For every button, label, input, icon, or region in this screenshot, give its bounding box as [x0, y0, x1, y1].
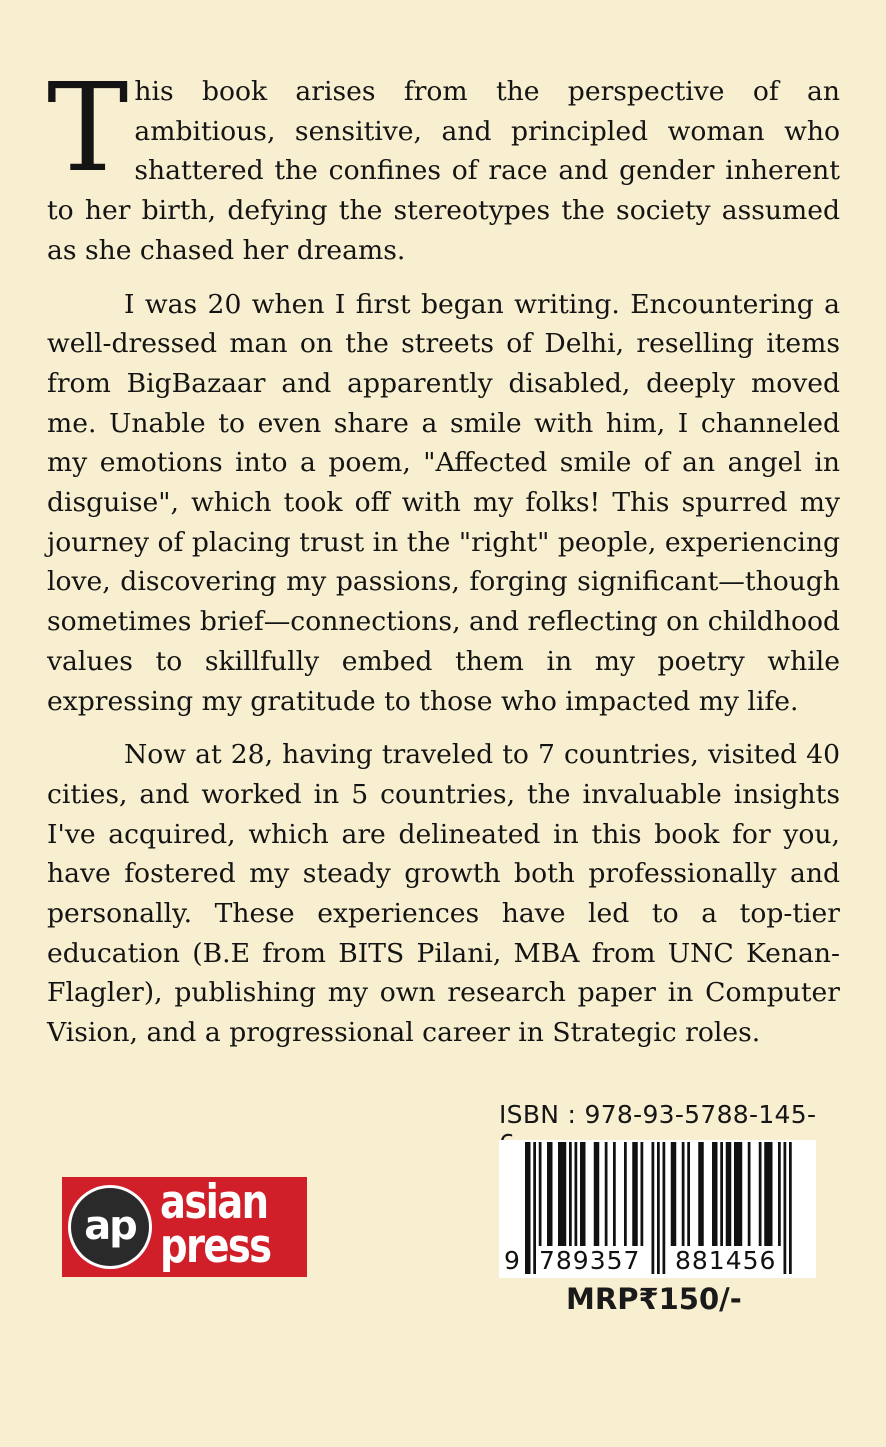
barcode-bar [759, 1142, 762, 1246]
barcode-bar [778, 1142, 781, 1246]
barcode-bar [671, 1142, 677, 1246]
barcode-bar [663, 1142, 666, 1274]
barcode-bar [657, 1142, 660, 1274]
logo-word-asian: asian [160, 1177, 268, 1230]
blurb-paragraph-1-text: his book arises from the perspective of an ambitious, sensitive, and principled woman who shattered the confines of race and gender inherent to her birth, defying the stereotypes the society assumed as she chased her dreams. [47, 76, 840, 266]
barcode-bar [682, 1142, 685, 1246]
barcode-first-digit: 9 [504, 1246, 520, 1275]
barcode-bar [784, 1142, 787, 1274]
barcode-left-digits: 789357 [539, 1246, 641, 1275]
barcode-bar [539, 1142, 542, 1246]
back-cover-blurb [47, 57, 840, 1067]
blurb-paragraph-3: Now at 28, having traveled to 7 countries, visited 40 cities, and worked in 5 countries, the invaluable insights I've acquired, which are delineated in this book for you, have fostered my steady growth both professionally and personally. These experiences have led to a top-tier education (B.E from BITS Pilani, MBA from UNC Kenan-Flagler), publishing my own research paper in Computer Vision, and a progressional career in Strategic roles. [47, 739, 840, 1049]
barcode-bar [789, 1142, 792, 1274]
barcode-bar [764, 1142, 772, 1246]
barcode [499, 1140, 816, 1278]
barcode-right-digits: 881456 [675, 1246, 777, 1275]
barcode-bar [605, 1142, 608, 1246]
barcode-bar [734, 1142, 742, 1246]
barcode-bar [525, 1142, 531, 1274]
barcode-bar [547, 1142, 553, 1246]
barcode-bar [632, 1142, 638, 1246]
barcode-bar [594, 1142, 600, 1246]
blurb-paragraph-1 [47, 57, 840, 271]
barcode-bar [575, 1142, 578, 1246]
barcode-bar [720, 1142, 723, 1246]
barcode-bar [748, 1142, 751, 1246]
barcode-bar [580, 1142, 586, 1246]
barcode-bar [712, 1142, 718, 1246]
blurb-paragraph-2: I was 20 when I first began writing. Encountering a well-dressed man on the streets of Delhi, reselling items from BigBazaar and apparently disabled, deeply moved me. Unable to even share a smile with him, I channeled my emotions into a poem, "Affected smile of an angel in disguise", which took off with my folks! This spurred my journey of placing trust in the "right" people, experiencing love, discovering my passions, forging significant—though sometimes brief—connections, and reflecting on childhood values to skillfully embed them in my poetry while expressing my gratitude to those who impacted my life. [47, 288, 840, 717]
barcode-bar [613, 1142, 616, 1246]
isbn-label: ISBN : 978-93-5788-145- [499, 1100, 817, 1129]
drop-cap: T [47, 57, 129, 199]
logo-mark: ap [71, 1188, 149, 1266]
barcode-bar [687, 1142, 690, 1246]
publisher-logo [62, 1177, 307, 1277]
logo-word-press: press [160, 1219, 271, 1274]
price-label: MRP₹150/- [566, 1282, 742, 1316]
barcode-bar [641, 1142, 644, 1246]
barcode-bar [624, 1142, 627, 1246]
barcode-bar [569, 1142, 572, 1246]
barcode-bar [652, 1142, 655, 1274]
barcode-bar [533, 1142, 536, 1274]
barcode-bar [698, 1142, 704, 1246]
barcode-bar [726, 1142, 732, 1246]
logo-circle [68, 1185, 152, 1269]
barcode-bar [558, 1142, 566, 1246]
